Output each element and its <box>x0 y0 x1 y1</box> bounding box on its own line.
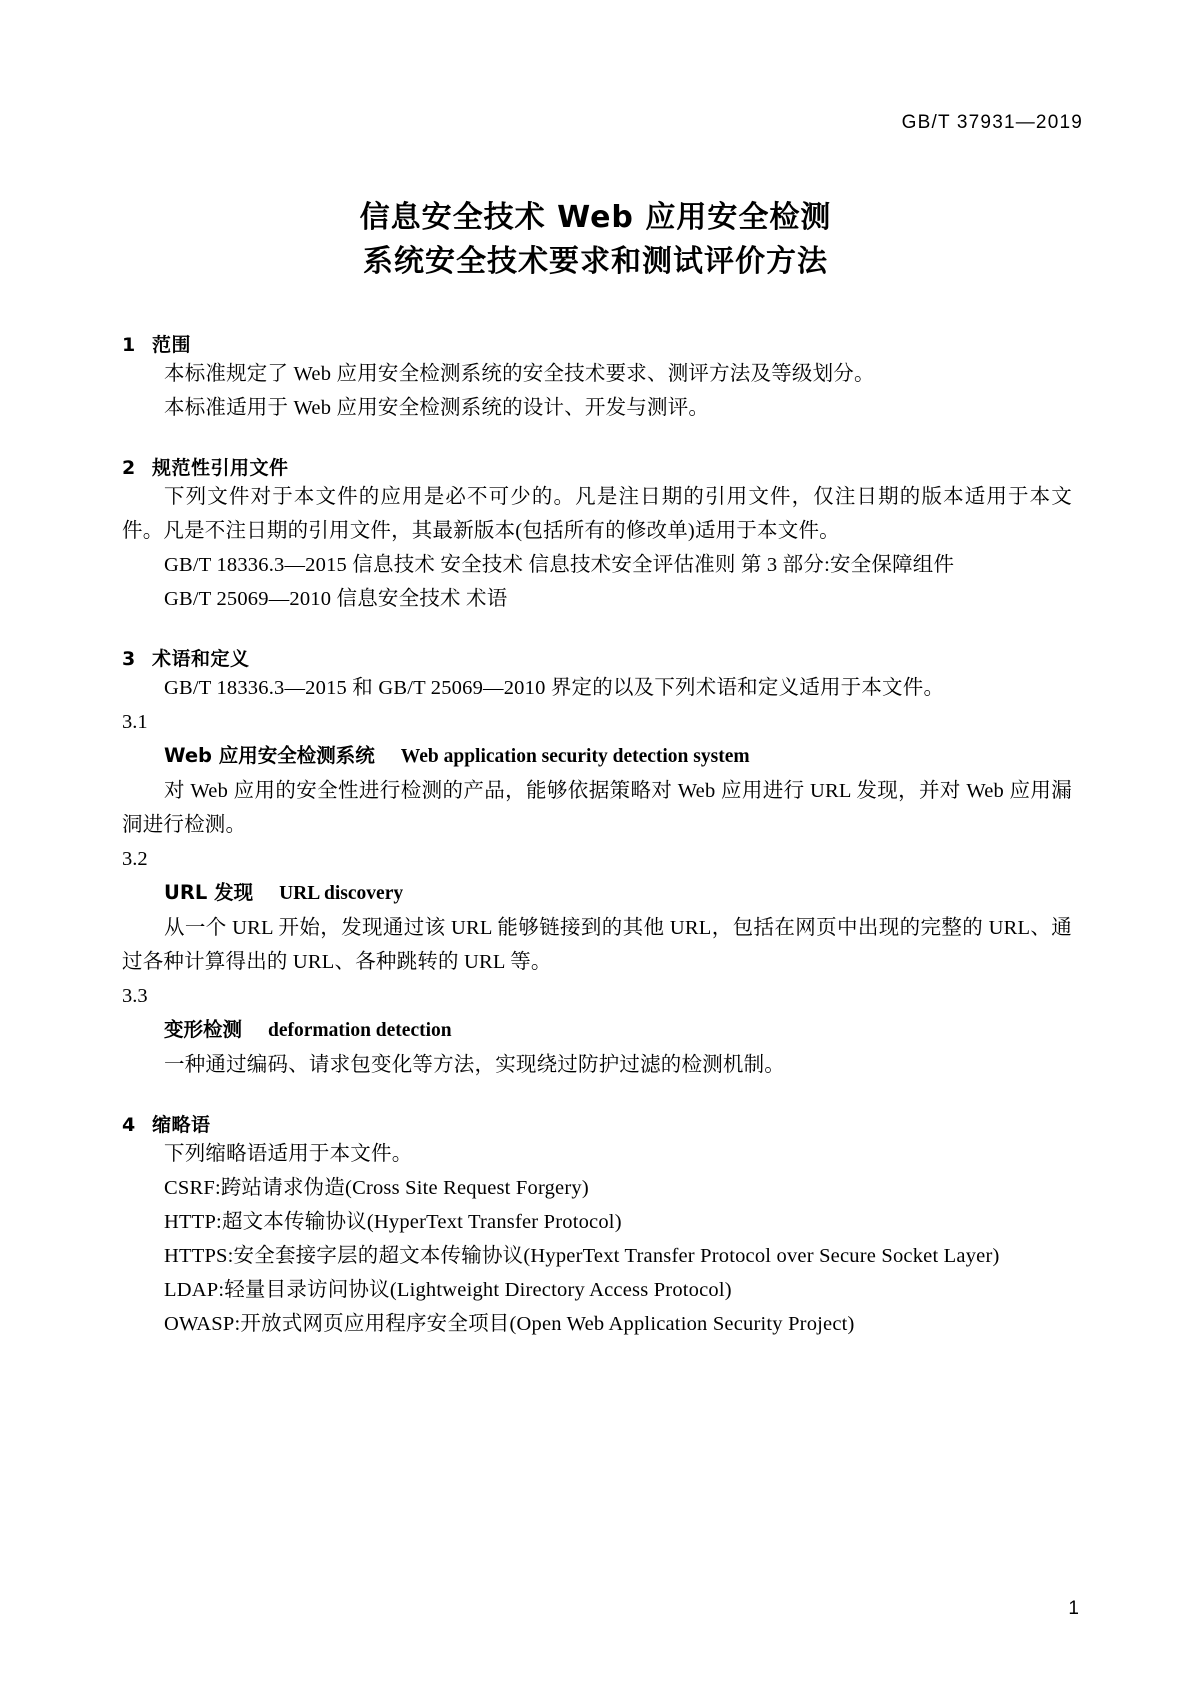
term-definition-3-1: 对 Web 应用的安全性进行检测的产品，能够依据策略对 Web 应用进行 URL 发现，并对 Web 应用漏洞进行检测。 <box>122 780 1072 836</box>
section-4-paragraph-1: 下列缩略语适用于本文件。 <box>164 1143 413 1165</box>
section-1-heading <box>122 330 1072 357</box>
term-definition-3-2: 从一个 URL 开始，发现通过该 URL 能够链接到的其他 URL，包括在网页中出现的完整的 URL、通过各种计算得出的 URL、各种跳转的 URL 等。 <box>122 917 1072 973</box>
term-number-3-1: 3.1 <box>122 711 148 733</box>
section-3-number: 3 <box>122 648 136 670</box>
term-heading-3-2-en: URL discovery <box>279 883 404 904</box>
term-heading-3-1 <box>122 739 1072 774</box>
term-number-3-3: 3.3 <box>122 985 148 1007</box>
page-header-standard-number: GB/T 37931—2019 <box>901 112 1083 133</box>
section-2-reference-1: GB/T 18336.3—2015 信息技术 安全技术 信息技术安全评估准则 第 3 部分:安全保障组件 <box>164 554 955 576</box>
term-heading-3-3-en: deformation detection <box>268 1020 452 1041</box>
page-number: 1 <box>1068 1598 1079 1619</box>
section-4-heading <box>122 1110 1072 1137</box>
term-heading-3-3 <box>122 1013 1072 1048</box>
section-3 <box>122 644 1072 1082</box>
document-title-line-1: 信息安全技术 Web 应用安全检测 <box>359 200 832 235</box>
section-3-title: 术语和定义 <box>152 648 250 670</box>
term-definition-3-3: 一种通过编码、请求包变化等方法，实现绕过防护过滤的检测机制。 <box>164 1054 785 1076</box>
abbreviation-ldap: LDAP:轻量目录访问协议(Lightweight Directory Access Protocol) <box>164 1279 732 1301</box>
section-2-title: 规范性引用文件 <box>152 457 289 479</box>
section-2-number: 2 <box>122 457 136 479</box>
term-heading-3-2-cn: URL 发现 <box>164 881 254 904</box>
abbreviation-owasp: OWASP:开放式网页应用程序安全项目(Open Web Application Security Project) <box>164 1313 855 1335</box>
term-number-3-2: 3.2 <box>122 848 148 870</box>
section-1-paragraph-1: 本标准规定了 Web 应用安全检测系统的安全技术要求、测评方法及等级划分。 <box>164 363 875 385</box>
section-1-title: 范围 <box>152 334 192 356</box>
section-3-paragraph-1: GB/T 18336.3—2015 和 GB/T 25069—2010 界定的以及下列术语和定义适用于本文件。 <box>164 677 945 699</box>
section-2 <box>122 453 1072 616</box>
term-heading-3-1-en: Web application security detection system <box>400 746 750 767</box>
term-heading-3-2 <box>122 876 1072 911</box>
section-1-number: 1 <box>122 334 136 356</box>
document-title-line-2: 系统安全技术要求和测试评价方法 <box>363 244 828 279</box>
section-2-paragraph-1: 下列文件对于本文件的应用是必不可少的。凡是注日期的引用文件，仅注日期的版本适用于本文件。凡是不注日期的引用文件，其最新版本(包括所有的修改单)适用于本文件。 <box>122 486 1072 542</box>
abbreviation-http: HTTP:超文本传输协议(HyperText Transfer Protocol) <box>164 1211 622 1233</box>
section-4 <box>122 1110 1072 1341</box>
abbreviation-https: HTTPS:安全套接字层的超文本传输协议(HyperText Transfer Protocol over Secure Socket Layer) <box>164 1245 1000 1267</box>
section-1 <box>122 330 1072 425</box>
section-2-reference-2: GB/T 25069—2010 信息安全技术 术语 <box>164 588 508 610</box>
document-body <box>122 330 1072 1341</box>
section-2-heading <box>122 453 1072 480</box>
document-title <box>0 196 1191 284</box>
section-3-heading <box>122 644 1072 671</box>
section-4-number: 4 <box>122 1114 136 1136</box>
section-1-paragraph-2: 本标准适用于 Web 应用安全检测系统的设计、开发与测评。 <box>164 397 710 419</box>
section-4-title: 缩略语 <box>152 1114 211 1136</box>
term-heading-3-3-cn: 变形检测 <box>164 1018 243 1041</box>
term-heading-3-1-cn: Web 应用安全检测系统 <box>164 744 375 767</box>
abbreviation-csrf: CSRF:跨站请求伪造(Cross Site Request Forgery) <box>164 1177 589 1199</box>
